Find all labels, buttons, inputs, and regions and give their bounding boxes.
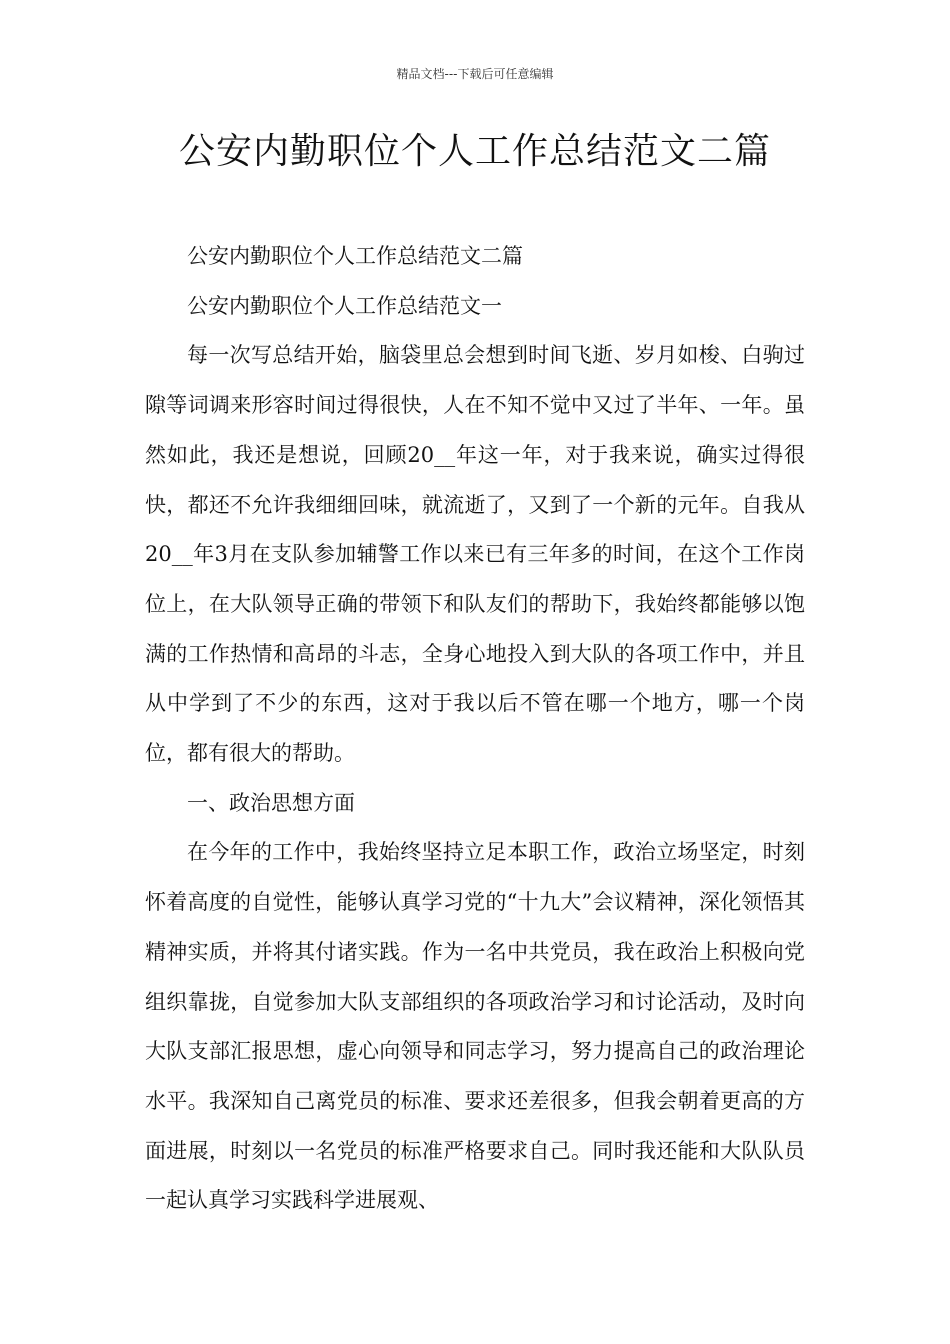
paragraph-heading-politics: 一、政治思想方面 [187,790,355,815]
page-header: 精品文档---下载后可任意编辑 [396,67,554,81]
paragraph-intro: 每一次写总结开始，脑袋里总会想到时间飞逝、岁月如梭、白驹过隙等词调来形容时间过得很快，人在不知不觉中又过了半年、一年。虽然如此，我还是想说，回顾20__年这一年，对于我来说，确实过得很快，都还不允许我细细回味，就流逝了，又到了一个新的元年。自我从20__年3月在支队参加辅警工作以来已有三年多的时间，在这个工作岗位上，在大队领导正确的带领下和队友们的帮助下，我始终都能够以饱满的工作热情和高昂的斗志，全身心地投入到大队的各项工作中，并且从中学到了不少的东西，这对于我以后不管在哪一个地方，哪一个岗位，都有很大的帮助。 [145,343,805,766]
document-title: 公安内勤职位个人工作总结范文二篇 [178,131,771,172]
paragraph-politics: 在今年的工作中，我始终坚持立足本职工作，政治立场坚定，时刻怀着高度的自觉性，能够认真学习党的“十九大”会议精神，深化领悟其精神实质，并将其付诸实践。作为一名中共党员，我在政治上积极向党组织靠拢，自觉参加大队支部组织的各项政治学习和讨论活动，及时向大队支部汇报思想，虚心向领导和同志学习，努力提高自己的政治理论水平。我深知自己离党员的标准、要求还差很多，但我会朝着更高的方面进展，时刻以一名党员的标准严格要求自己。同时我还能和大队队员一起认真学习实践科学进展观、 [145,840,805,1213]
paragraph-subtitle: 公安内勤职位个人工作总结范文二篇 [187,244,523,268]
paragraph-section-title: 公安内勤职位个人工作总结范文一 [187,293,502,318]
document-body [145,232,805,1226]
